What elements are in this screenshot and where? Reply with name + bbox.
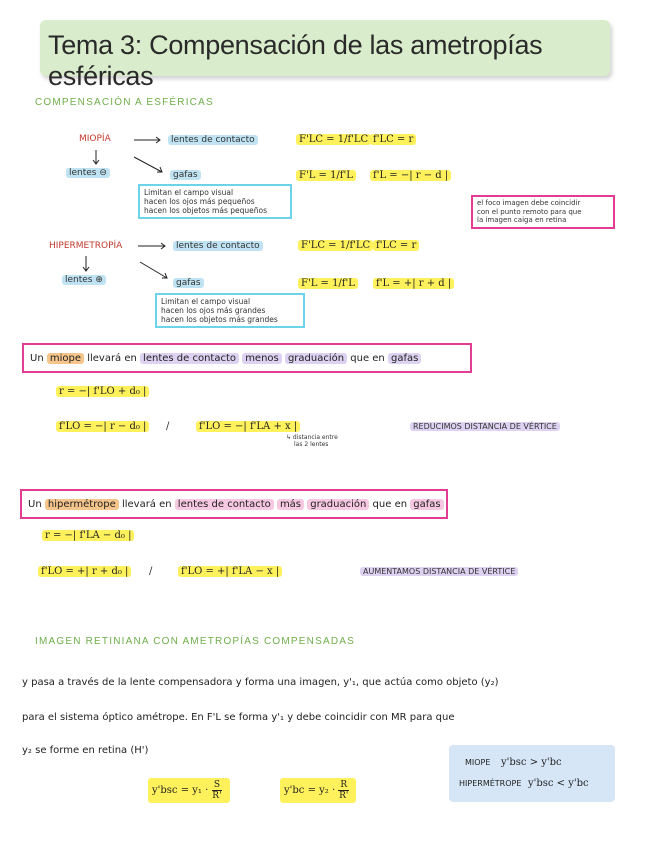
hiper-note-box [155,293,305,328]
stmt-word: Un [28,498,42,510]
frac-den: R' [339,791,349,801]
info-row-miope [465,757,562,768]
miopia-contact-label: lentes de contacto [168,135,258,145]
formula-ybc-lhs: y'bc = y₂ · [284,785,336,796]
note-line: ↳ distancia entre [286,434,338,441]
stmt-word: Un [30,352,44,364]
stmt-word-contact: lentes de contacto [175,499,274,510]
miope-eq1: r = −| f'LO + d₀ | [56,386,149,397]
formula-ybc [280,778,356,803]
info-row-hipermetrope [459,778,589,789]
page-title: Tema 3: Compensación de las ametropías esféricas [48,30,543,91]
miopia-f-contact: F'LC = 1/f'LC [296,134,371,145]
miopia-note-line: hacen los ojos más pequeños [144,197,255,206]
miope-tag: REDUCIMOS DISTANCIA DE VÉRTICE [410,422,560,431]
hiper-note-line: hacen los objetos más grandes [161,315,278,324]
hiper-slash: / [149,566,153,577]
hiper-f-contact-eq: f'LC = r [373,240,419,251]
hiper-contact-label: lentes de contacto [173,241,263,251]
hipermetrope-statement-box [20,489,448,519]
miope-eq3-note [286,434,338,448]
stmt-word-gafas: gafas [388,353,421,364]
hiper-f-contact: F'LC = 1/f'LC [298,240,373,251]
note-line: las 2 lentes [294,441,329,448]
frac-den: R' [212,791,222,801]
miopia-note-line: hacen los objetos más pequeños [144,206,268,215]
paragraph-line: para el sistema óptico amétrope. En F'L se forma y'₁ y debe coincidir con MR para que [22,712,455,723]
miopia-lens-badge: lentes ⊖ [66,168,110,178]
hiper-tag: AUMENTAMOS DISTANCIA DE VÉRTICE [360,567,518,576]
miope-statement-box [22,343,472,373]
side-note-line: la imagen caiga en retina [477,216,567,224]
miope-slash: / [166,421,170,432]
hiper-f-glasses-eq: f'L = +| r + d | [373,278,454,289]
formula-ybsc-lhs: y'bsc = y₁ · [152,785,209,796]
side-note-line: el foco imagen debe coincidir [477,199,581,207]
paragraph-line: y pasa a través de la lente compensadora y forma una imagen, y'₁, que actúa como objeto (y₂) [22,677,499,688]
info-label: HIPERMÉTROPE [459,779,522,788]
stmt-word: que en [372,498,408,510]
stmt-word-gafas: gafas [410,499,443,510]
miopia-f-contact-eq: f'LC = r [370,134,416,145]
stmt-word: llevará en [87,352,137,364]
miopia-label: MIOPÍA [79,134,111,144]
info-label: MIOPE [465,758,491,767]
frac-num: R [340,780,348,790]
miope-eq3: f'LO = −| f'LA + x | [196,421,300,432]
frac-num: S [213,780,221,790]
stmt-word-hipermetrope: hipermétrope [45,499,119,510]
stmt-word-graduacion: graduación [307,499,369,510]
hiper-eq3: f'LO = +| f'LA − x | [178,566,282,577]
hiper-f-glasses: F'L = 1/f'L [298,278,358,289]
stmt-word-menos: menos [242,353,282,364]
hiper-glasses-label: gafas [173,278,204,288]
stmt-word-graduacion: graduación [285,353,347,364]
info-relation: y'bsc < y'bc [527,778,589,789]
miopia-f-glasses-eq: f'L = −| r − d | [370,170,451,181]
formula-ybc-frac [337,780,350,801]
miopia-note-line: Limitan el campo visual [144,188,234,197]
miopia-note-box [138,184,292,219]
comparison-box [449,745,615,802]
hipermetropia-label: HIPERMETROPÍA [49,241,123,251]
stmt-word-mas: más [277,499,304,510]
hiper-note-line: Limitan el campo visual [161,297,251,306]
hiper-lens-badge: lentes ⊕ [62,275,106,285]
miopia-f-glasses: F'L = 1/f'L [296,170,356,181]
side-note-box [471,195,615,229]
info-relation: y'bsc > y'bc [500,757,562,768]
stmt-word: llevará en [121,498,172,510]
hiper-note-line: hacen los ojos más grandes [161,306,266,315]
section-heading-compensacion: COMPENSACIÓN A ESFÉRICAS [35,97,214,108]
paragraph-line: y₂ se forme en retina (H') [22,745,149,756]
formula-ybsc-frac [210,780,223,801]
stmt-word: que en [350,352,385,364]
hiper-eq1: r = −| f'LA − d₀ | [42,530,134,541]
side-note-line: con el punto remoto para que [477,207,582,216]
stmt-word-contact: lentes de contacto [140,353,239,364]
miope-eq2: f'LO = −| r − d₀ | [56,421,149,432]
section-heading-imagen: IMAGEN RETINIANA CON AMETROPÍAS COMPENSADAS [35,636,355,647]
formula-ybsc [148,778,230,803]
stmt-word-miope: miope [47,353,84,364]
hiper-eq2: f'LO = +| r + d₀ | [38,566,131,577]
miopia-glasses-label: gafas [170,170,201,180]
